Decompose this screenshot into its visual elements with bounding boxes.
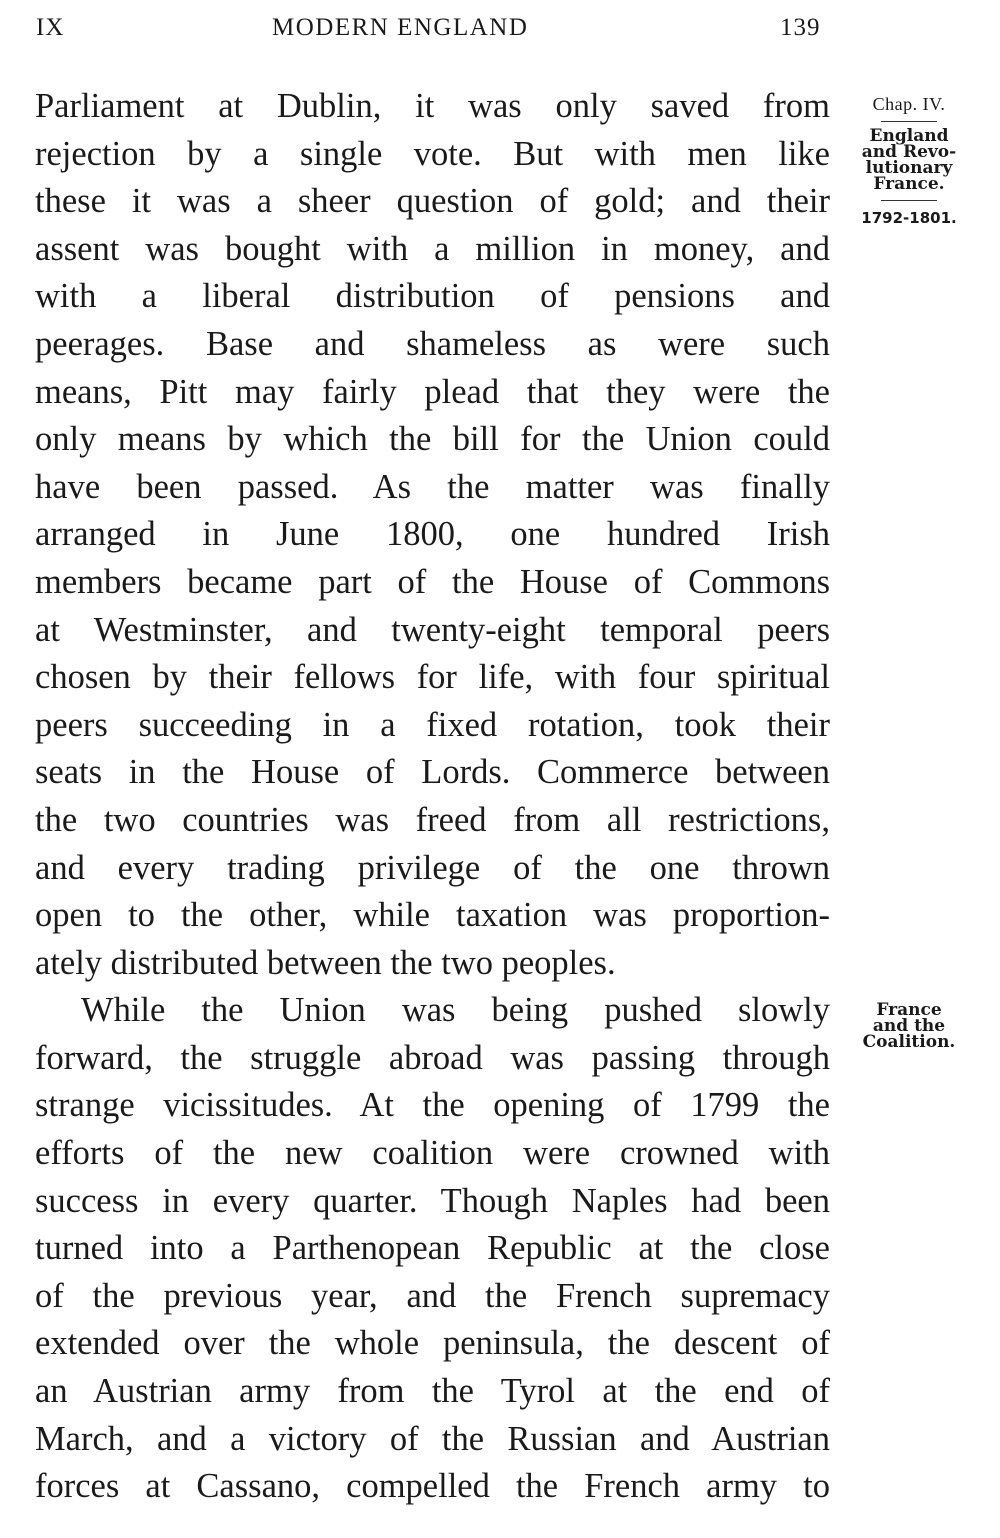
text-line: of the previous year, and the French supremacy (35, 1276, 830, 1315)
text-line: rejection by a single vote. But with men like (35, 134, 830, 173)
page-number: 139 (780, 14, 821, 41)
text-line: peerages. Base and shameless as were such (35, 324, 830, 363)
chapter-numeral: IX (36, 14, 65, 41)
text-line: forward, the struggle abroad was passing through (35, 1038, 830, 1077)
margin-note-england-france (850, 94, 968, 227)
text-line: these it was a sheer question of gold; and their (35, 182, 830, 221)
margin-rule (881, 200, 937, 201)
margin-heading-line: and Revo- (861, 142, 957, 162)
margin-heading (850, 128, 968, 200)
margin-heading (850, 1002, 968, 1058)
text-line: peers succeeding in a fixed rotation, took their (35, 705, 830, 744)
text-line: turned into a Parthenopean Republic at the close (35, 1229, 830, 1268)
text-line: arranged in June 1800, one hundred Irish (35, 515, 830, 554)
margin-note-france-coalition (850, 1002, 968, 1058)
margin-heading-line: Coalition. (862, 1032, 956, 1052)
text-line: efforts of the new coalition were crowned with (35, 1134, 830, 1173)
text-line: ately distributed between the two peoples. (35, 943, 616, 982)
text-line: the two countries was freed from all restrictions, (35, 800, 830, 839)
text-line: means, Pitt may fairly plead that they were the (35, 372, 830, 411)
text-line: While the Union was being pushed slowly (81, 991, 830, 1030)
text-line: only means by which the bill for the Union could (35, 420, 830, 459)
running-header (0, 14, 1000, 54)
running-title: MODERN ENGLAND (272, 14, 529, 41)
text-line: at Westminster, and twenty-eight temporal peers (35, 610, 830, 649)
main-text (35, 83, 830, 1511)
margin-rule (881, 121, 937, 122)
text-line: seats in the House of Lords. Commerce between (35, 753, 830, 792)
text-line: strange vicissitudes. At the opening of 1799 the (35, 1086, 830, 1125)
margin-heading-line: France (876, 1000, 942, 1020)
text-line: assent was bought with a million in money, and (35, 229, 830, 268)
margin-heading-line: lutionary (865, 158, 953, 178)
text-line: and every trading privilege of the one thrown (35, 848, 830, 887)
margin-dates: 1792-1801. (861, 209, 957, 227)
text-line: success in every quarter. Though Naples had been (35, 1181, 830, 1220)
text-line: chosen by their fellows for life, with four spiritual (35, 658, 830, 697)
margin-heading-line: France. (873, 174, 945, 194)
margin-heading-line: England (869, 126, 949, 146)
text-line: have been passed. As the matter was finally (35, 467, 830, 506)
text-line: open to the other, while taxation was proportion- (35, 896, 830, 935)
text-line: March, and a victory of the Russian and Austrian (35, 1419, 830, 1458)
text-line: an Austrian army from the Tyrol at the end of (35, 1372, 830, 1411)
text-line: members became part of the House of Commons (35, 562, 830, 601)
text-line: forces at Cassano, compelled the French army to (35, 1467, 830, 1506)
margin-chapter-label: Chap. IV. (872, 94, 946, 114)
text-line: extended over the whole peninsula, the descent of (35, 1324, 830, 1363)
text-line: Parliament at Dublin, it was only saved from (35, 87, 830, 125)
margin-heading-line: and the (872, 1016, 946, 1036)
text-line: with a liberal distribution of pensions and (35, 277, 830, 316)
